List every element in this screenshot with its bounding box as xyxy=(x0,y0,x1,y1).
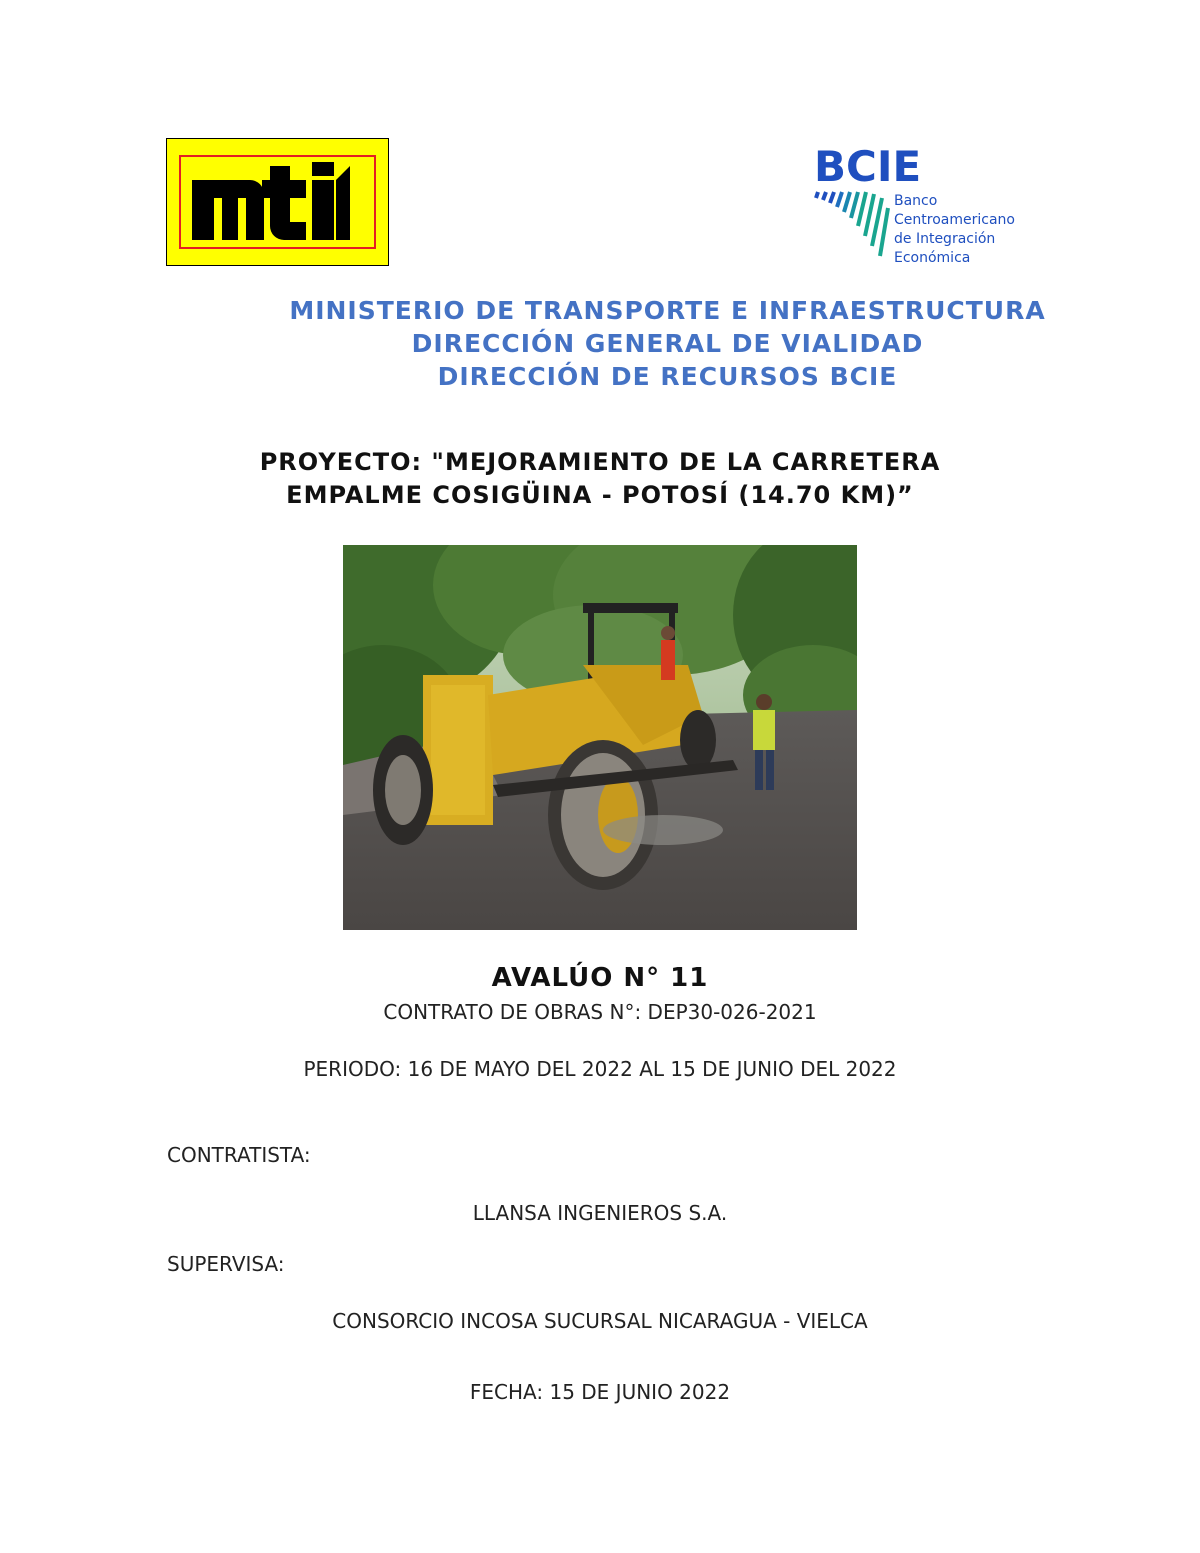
document-date: FECHA: 15 DE JUNIO 2022 xyxy=(469,1380,731,1404)
bcie-name-line: Económica xyxy=(894,250,971,266)
avaluo-number: AVALÚO N° 11 xyxy=(491,963,709,993)
supervisor-name: CONSORCIO INCOSA SUCURSAL NICARAGUA - VIELCA xyxy=(332,1309,868,1333)
direction-line: DIRECCIÓN GENERAL DE VIALIDAD xyxy=(411,329,924,358)
bcie-logo xyxy=(812,142,1042,266)
ministry-line: MINISTERIO DE TRANSPORTE E INFRAESTRUCTURA xyxy=(289,296,1046,325)
contractor-name: LLANSA INGENIEROS S.A. xyxy=(472,1201,728,1225)
bcie-name-line: Centroamericano xyxy=(894,212,1015,228)
bcie-acronym: BCIE xyxy=(814,142,922,191)
contractor-label: CONTRATISTA: xyxy=(167,1143,311,1167)
road-works-photo xyxy=(343,545,857,930)
project-title xyxy=(0,446,1200,512)
bcie-full-name xyxy=(894,192,1015,268)
supervisor-label: SUPERVISA: xyxy=(167,1252,285,1276)
ministry-header xyxy=(0,294,1200,393)
bcie-name-line: Banco xyxy=(894,193,938,209)
bcie-map-mark xyxy=(814,190,890,260)
contract-number: CONTRATO DE OBRAS N°: DEP30-026-2021 xyxy=(383,1000,817,1024)
period: PERIODO: 16 DE MAYO DEL 2022 AL 15 DE JUNIO DEL 2022 xyxy=(303,1057,897,1081)
bcie-name-line: de Integración xyxy=(894,231,996,247)
mti-logo xyxy=(166,138,389,266)
project-title-line: PROYECTO: "MEJORAMIENTO DE LA CARRETERA xyxy=(259,448,941,476)
project-title-line: EMPALME COSIGÜINA - POTOSÍ (14.70 KM)” xyxy=(286,481,914,509)
direction-line: DIRECCIÓN DE RECURSOS BCIE xyxy=(437,362,898,391)
